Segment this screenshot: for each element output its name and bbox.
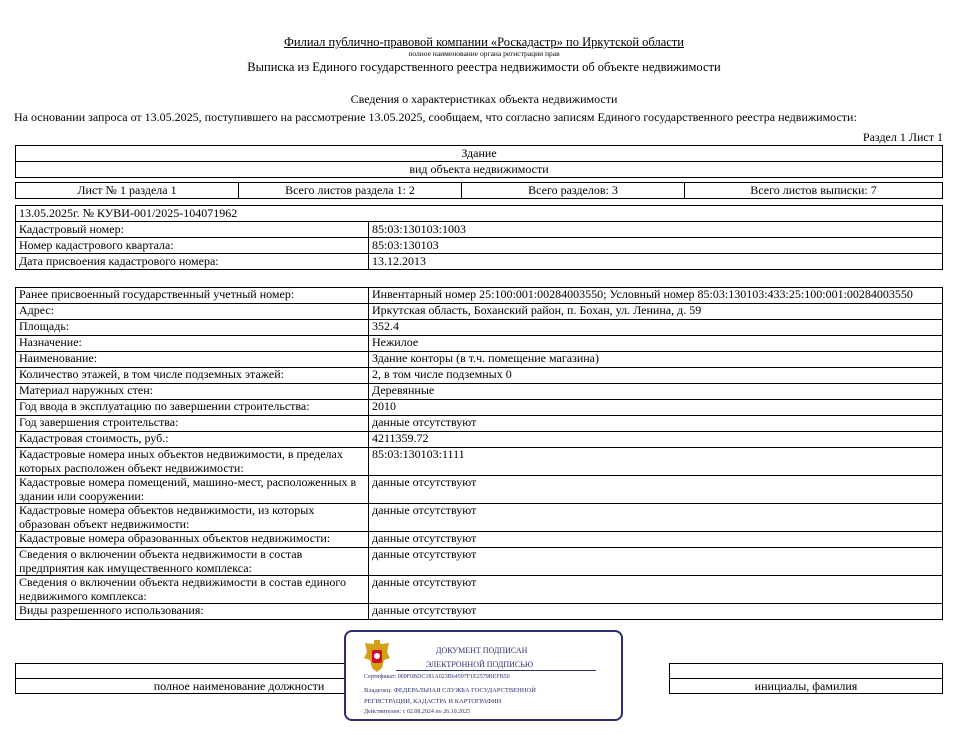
detail-value: 4211359.72 <box>369 432 943 448</box>
detail-label: Сведения о включении объекта недвижимости в состав предприятия как имущественного комплекса: <box>16 548 369 576</box>
detail-label: Площадь: <box>16 320 369 336</box>
identity-table <box>15 205 943 270</box>
document-title: Выписка из Единого государственного реестра недвижимости об объекте недвижимости <box>247 60 721 74</box>
stamp-divider <box>396 670 596 671</box>
detail-value: Здание конторы (в т.ч. помещение магазина) <box>369 352 943 368</box>
identity-value: 85:03:130103:1003 <box>369 222 943 238</box>
object-type-caption: вид объекта недвижимости <box>16 162 943 178</box>
detail-value: 2010 <box>369 400 943 416</box>
detail-label: Сведения о включении объекта недвижимости в состав единого недвижимого комплекса: <box>16 576 369 604</box>
detail-value: Иркутская область, Боханский район, п. Бохан, ул. Ленина, д. 59 <box>369 304 943 320</box>
identity-label: Номер кадастрового квартала: <box>16 238 369 254</box>
stamp-validity: Действителен: с 02.08.2024 по 26.10.2025 <box>364 709 471 715</box>
name-field <box>670 664 943 679</box>
name-caption: инициалы, фамилия <box>670 679 943 694</box>
detail-value: данные отсутствуют <box>369 548 943 576</box>
identity-label: Кадастровый номер: <box>16 222 369 238</box>
detail-label: Назначение: <box>16 336 369 352</box>
coat-of-arms-icon <box>362 638 392 674</box>
object-type-table <box>15 145 943 178</box>
detail-label: Количество этажей, в том числе подземных этажей: <box>16 368 369 384</box>
detail-value: 352.4 <box>369 320 943 336</box>
stamp-owner1: Владелец: ФЕДЕРАЛЬНАЯ СЛУЖБА ГОСУДАРСТВЕННОЙ <box>364 687 536 694</box>
detail-value: Деревянные <box>369 384 943 400</box>
total-sheets-extract: Всего листов выписки: 7 <box>685 183 943 199</box>
detail-value: данные отсутствуют <box>369 576 943 604</box>
identity-value: 85:03:130103 <box>369 238 943 254</box>
stamp-line1: ДОКУМЕНТ ПОДПИСАН <box>436 646 528 655</box>
detail-label: Адрес: <box>16 304 369 320</box>
details-table <box>15 287 943 620</box>
detail-label: Год завершения строительства: <box>16 416 369 432</box>
detail-value: данные отсутствуют <box>369 604 943 620</box>
total-sheets-section: Всего листов раздела 1: 2 <box>239 183 462 199</box>
electronic-signature-stamp <box>344 630 623 721</box>
detail-label: Год ввода в эксплуатацию по завершении строительства: <box>16 400 369 416</box>
document-subtitle: Сведения о характеристиках объекта недвижимости <box>350 92 618 106</box>
detail-value: Нежилое <box>369 336 943 352</box>
organization-name: Филиал публично-правовой компании «Роскадастр» по Иркутской области <box>284 35 684 49</box>
sheet-info-table <box>15 182 943 199</box>
detail-value: данные отсутствуют <box>369 476 943 504</box>
detail-value: данные отсутствуют <box>369 504 943 532</box>
detail-value: Инвентарный номер 25:100:001:00284003550; Условный номер 85:03:130103:433:25:100:001:00284003550 <box>369 288 943 304</box>
identity-value: 13.12.2013 <box>369 254 943 270</box>
detail-value: 85:03:130103:1111 <box>369 448 943 476</box>
detail-label: Кадастровая стоимость, руб.: <box>16 432 369 448</box>
detail-value: данные отсутствуют <box>369 532 943 548</box>
detail-label: Кадастровые номера иных объектов недвижимости, в пределах которых расположен объект недвижимости: <box>16 448 369 476</box>
sheet-number: Лист № 1 раздела 1 <box>16 183 239 199</box>
detail-label: Наименование: <box>16 352 369 368</box>
total-sections: Всего разделов: 3 <box>462 183 685 199</box>
stamp-owner2: РЕГИСТРАЦИИ, КАДАСТРА И КАРТОГРАФИИ <box>364 698 502 705</box>
detail-label: Кадастровые номера объектов недвижимости, из которых образован объект недвижимости: <box>16 504 369 532</box>
identity-label: Дата присвоения кадастрового номера: <box>16 254 369 270</box>
detail-label: Кадастровые номера помещений, машино-мест, расположенных в здании или сооружении: <box>16 476 369 504</box>
stamp-line2: ЭЛЕКТРОННОЙ ПОДПИСЬЮ <box>426 660 534 669</box>
document-reference: 13.05.2025г. № КУВИ-001/2025-104071962 <box>16 206 943 222</box>
section-label: Раздел 1 Лист 1 <box>862 130 943 144</box>
detail-value: 2, в том числе подземных 0 <box>369 368 943 384</box>
request-basis: На основании запроса от 13.05.2025, поступившего на рассмотрение 13.05.2025, сообщаем, что согласно записям Единого государственного реестра недвижимости: <box>14 110 857 124</box>
detail-label: Кадастровые номера образованных объектов недвижимости: <box>16 532 369 548</box>
detail-label: Ранее присвоенный государственный учетный номер: <box>16 288 369 304</box>
stamp-certificate: Сертификат: 009F0BDC181A023B64597F1E2579BEFB50 <box>364 674 510 680</box>
detail-label: Виды разрешенного использования: <box>16 604 369 620</box>
detail-value: данные отсутствуют <box>369 416 943 432</box>
organization-caption: полное наименование органа регистрации прав <box>408 49 560 58</box>
object-type: Здание <box>16 146 943 162</box>
detail-label: Материал наружных стен: <box>16 384 369 400</box>
position-caption: полное наименование должности <box>16 679 463 694</box>
